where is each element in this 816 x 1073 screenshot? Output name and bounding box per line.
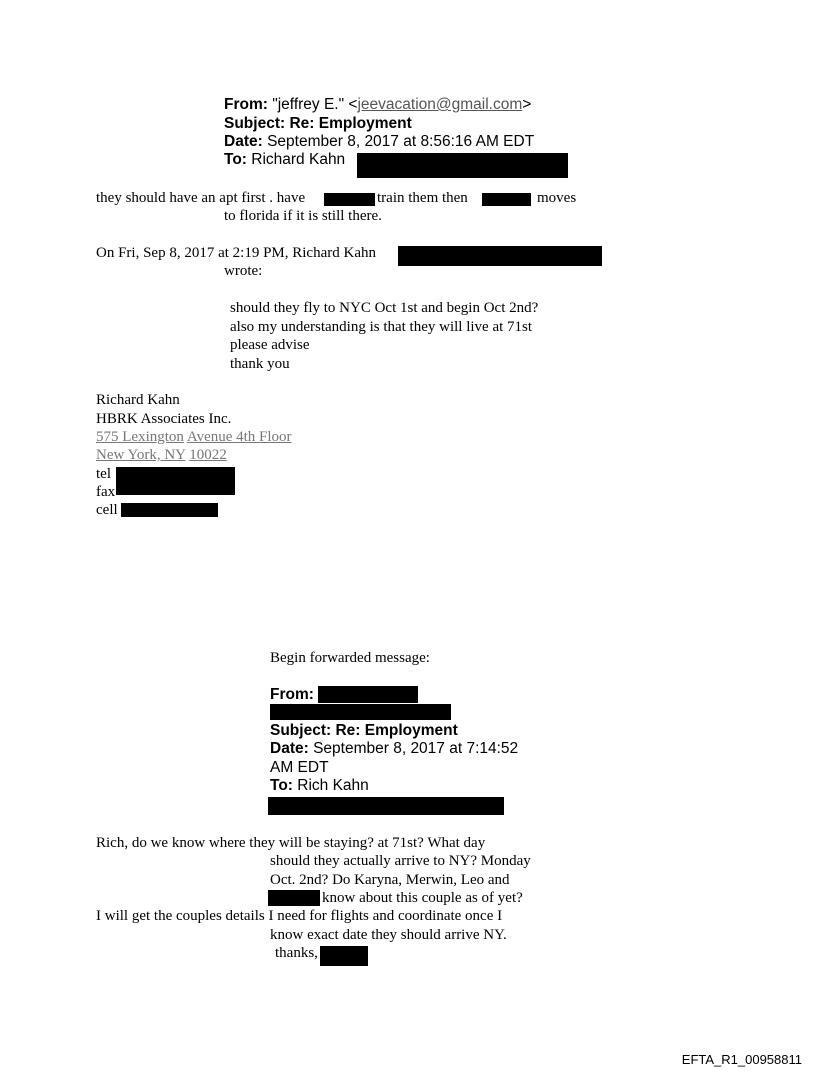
redaction-box: [482, 193, 531, 206]
reply-line-1: [96, 189, 305, 207]
forwarded-date: [270, 740, 518, 758]
signature-name: Richard Kahn: [96, 392, 180, 408]
quote-intro-line-1: On Fri, Sep 8, 2017 at 2:19 PM, Richard Kahn: [96, 245, 376, 261]
quoted-line: should they fly to NYC Oct 1st and begin Oct 2nd?: [230, 300, 539, 316]
forwarded-body-line: know exact date they should arrive NY.: [270, 927, 507, 943]
redaction-box: [270, 704, 451, 720]
forwarded-from: [270, 686, 314, 704]
address-link[interactable]: Avenue 4th Floor: [186, 429, 292, 445]
redaction-box: [268, 797, 504, 815]
quoted-line: also my understanding is that they will live at 71st: [230, 319, 533, 335]
signature-tel-label: tel: [96, 466, 111, 482]
redaction-box: [121, 503, 218, 517]
redaction-box: [398, 246, 602, 266]
signature-cell-label: cell: [96, 502, 118, 518]
signature-address-2: [96, 446, 227, 464]
signature-company: HBRK Associates Inc.: [96, 411, 232, 427]
redaction-box: [268, 890, 320, 906]
forwarded-date-label: Date:: [270, 740, 309, 757]
header-date: [224, 133, 534, 151]
forwarded-body-line: Oct. 2nd? Do Karyna, Merwin, Leo and: [270, 872, 510, 888]
forwarded-date-value: September 8, 2017 at 7:14:52: [313, 740, 519, 757]
reply-text-b: train them then: [377, 190, 468, 206]
forwarded-subject: [270, 722, 458, 740]
signature-address-1: [96, 428, 292, 446]
forwarded-to-value: Rich Kahn: [297, 777, 369, 794]
quote-intro-line-2: wrote:: [224, 263, 263, 279]
forwarded-intro: Begin forwarded message:: [270, 650, 430, 666]
subject-value: Re: Employment: [289, 115, 412, 132]
forwarded-body-line: thanks,: [275, 945, 318, 961]
header-from: [224, 96, 531, 114]
to-label: To:: [224, 151, 247, 168]
forwarded-from-label: From:: [270, 686, 314, 703]
redaction-box: [324, 193, 375, 206]
redaction-box: [357, 153, 568, 178]
reply-line-2: to florida if it is still there.: [224, 208, 382, 224]
header-to: [224, 151, 345, 169]
quoted-line: please advise: [230, 337, 310, 353]
reply-text-a: they should have an apt first . have: [96, 190, 306, 206]
forwarded-date-line-2: AM EDT: [270, 759, 329, 776]
forwarded-to: [270, 777, 369, 795]
to-value: Richard Kahn: [251, 151, 346, 168]
quoted-line: thank you: [230, 356, 290, 372]
from-close: >: [522, 96, 532, 113]
date-label: Date:: [224, 133, 263, 150]
reply-text-c: moves: [537, 190, 577, 206]
from-name: "jeffrey E." <: [272, 96, 358, 113]
redaction-box: [320, 946, 368, 966]
forwarded-body-line: I will get the couples details I need for flights and coordinate once I: [96, 908, 503, 924]
header-subject: [224, 115, 412, 133]
document-id: EFTA_R1_00958811: [681, 1052, 802, 1067]
from-email-link[interactable]: jeevacation@gmail.com: [357, 96, 523, 113]
forwarded-subject-value: Re: Employment: [335, 722, 458, 739]
forwarded-body-line: Rich, do we know where they will be staying? at 71st? What day: [96, 835, 486, 851]
forwarded-to-label: To:: [270, 777, 293, 794]
forwarded-body-line: should they actually arrive to NY? Monday: [270, 853, 531, 869]
signature-fax-label: fax: [96, 484, 116, 500]
forwarded-body-line: know about this couple as of yet?: [322, 890, 523, 906]
address-link[interactable]: 10022: [189, 447, 227, 463]
forwarded-subject-label: Subject:: [270, 722, 332, 739]
redaction-box: [318, 686, 418, 703]
subject-label: Subject:: [224, 115, 286, 132]
from-label: From:: [224, 96, 268, 113]
address-link[interactable]: New York, NY: [96, 447, 186, 463]
date-value: September 8, 2017 at 8:56:16 AM EDT: [267, 133, 535, 150]
address-link[interactable]: 575 Lexington: [96, 429, 184, 445]
redaction-box: [116, 467, 235, 495]
